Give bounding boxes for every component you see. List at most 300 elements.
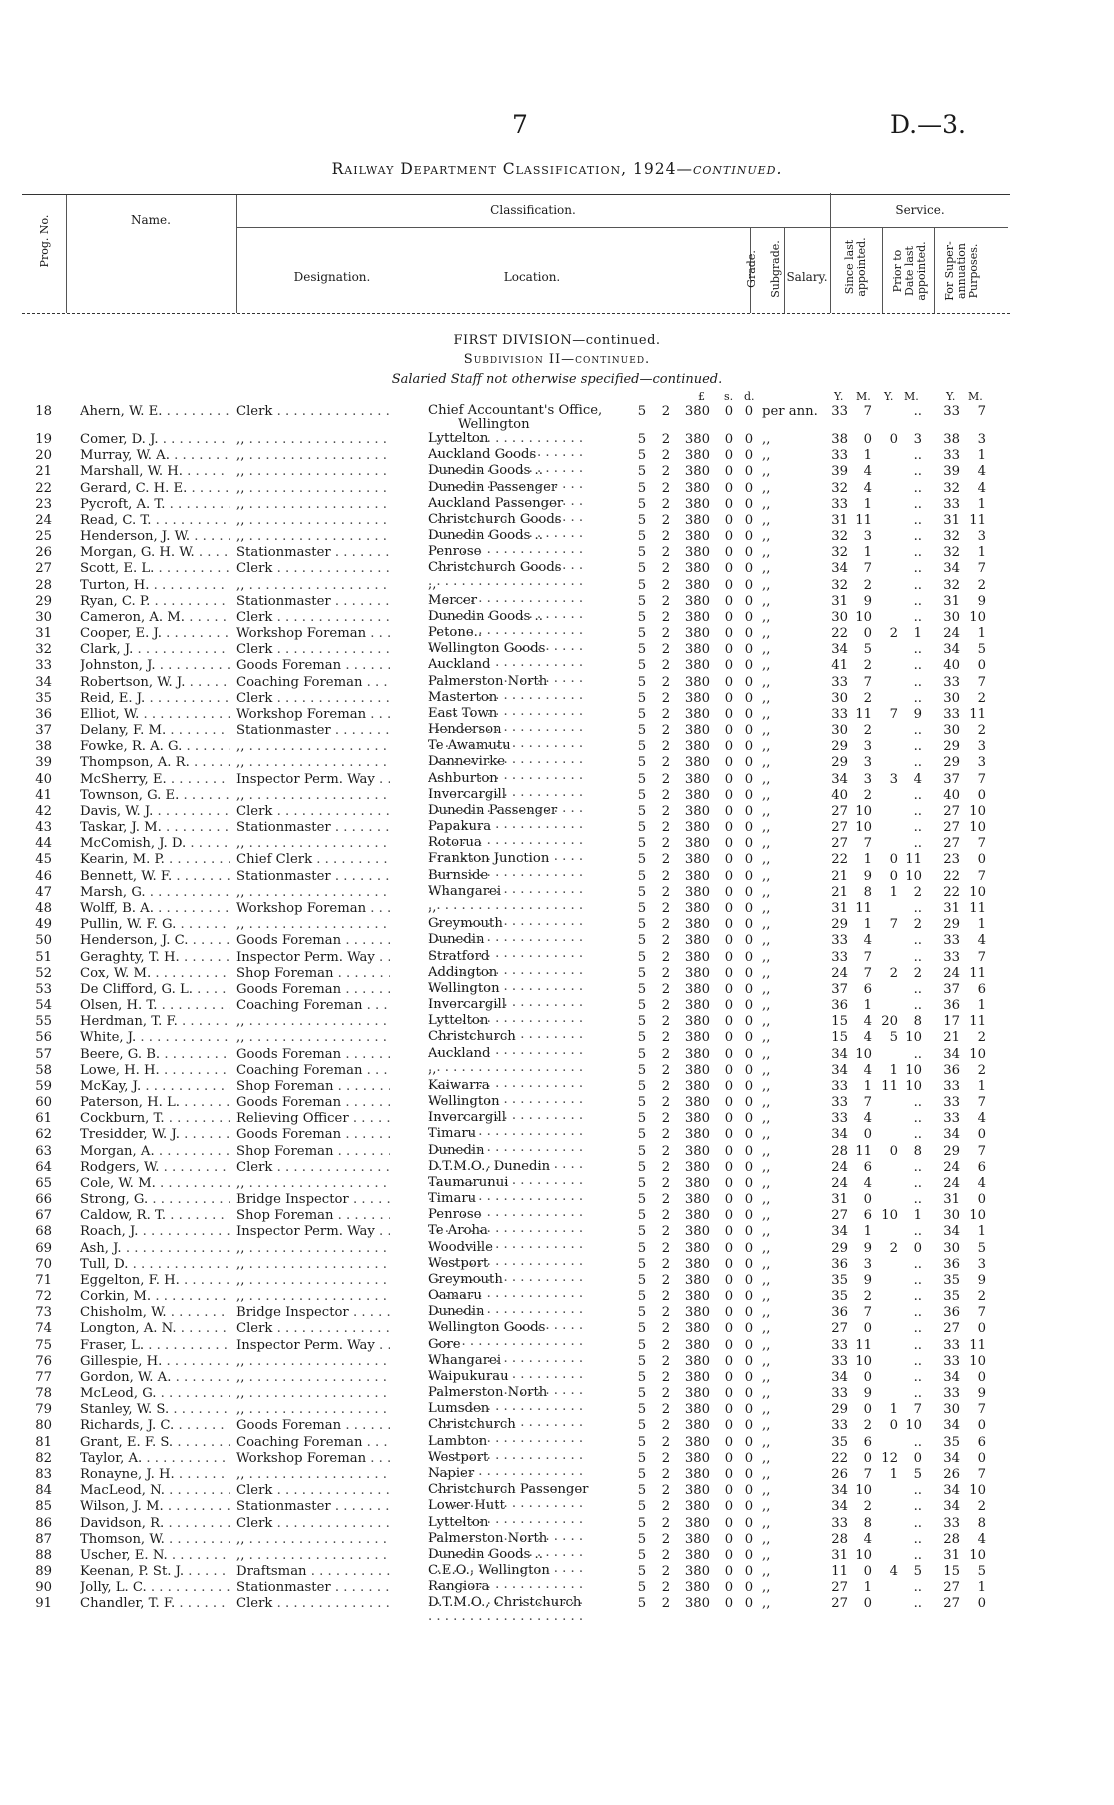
cell-sg: 2 <box>661 593 671 609</box>
cell-pa: ,, <box>762 1305 771 1321</box>
cell-sal: 380 <box>684 1192 710 1208</box>
table-row <box>0 594 1114 610</box>
cell-name: Davis, W. J. . . . <box>80 804 230 820</box>
cell-sal: 380 <box>684 1369 710 1385</box>
cell-no: 59 <box>35 1078 52 1094</box>
cell-des: Clerk . . . <box>236 561 390 577</box>
cell-loc-line: Christchurch <box>428 1418 516 1433</box>
cell-des: Goods Foreman . . . <box>236 982 390 998</box>
cell-d: 0 <box>744 1580 754 1596</box>
cell-m3: 7 <box>977 1143 986 1159</box>
cell-y3: 34 <box>943 1127 960 1143</box>
cell-y3: 34 <box>943 1418 960 1434</box>
cell-sg: 2 <box>661 1564 671 1580</box>
cell-g: 5 <box>637 1030 647 1046</box>
cell-no: 31 <box>35 626 52 642</box>
cell-y3: 34 <box>943 1046 960 1062</box>
cell-des: ,, . . . <box>236 739 390 755</box>
cell-d: 0 <box>744 965 754 981</box>
cell-d: 0 <box>744 464 754 480</box>
cell-g: 5 <box>637 512 647 528</box>
cell-m2: .. <box>913 529 922 545</box>
cell-m2: 11 <box>905 852 922 868</box>
cell-y1: 21 <box>831 868 848 884</box>
cell-name: Cooper, E. J. . . . <box>80 626 230 642</box>
cell-sal: 380 <box>684 1467 710 1482</box>
cell-m3: 2 <box>977 1499 986 1515</box>
cell-des: Inspector Perm. Way . . . <box>236 772 390 788</box>
cell-m1: 0 <box>863 1321 872 1337</box>
cell-sg: 2 <box>661 1078 671 1094</box>
cell-sg: 2 <box>661 1175 671 1191</box>
cell-m2: 10 <box>905 1062 922 1078</box>
cell-des: Stationmaster . . . <box>236 545 390 561</box>
cell-d: 0 <box>744 884 754 900</box>
cell-g: 5 <box>637 1418 647 1434</box>
cell-loc-line: Penrose <box>428 545 482 560</box>
cell-s: 0 <box>724 1256 734 1272</box>
table-row <box>0 691 1114 707</box>
table-row <box>0 966 1114 982</box>
cell-des: ,, . . . <box>236 1548 390 1564</box>
cell-sg: 2 <box>661 1062 671 1078</box>
cell-sg: 2 <box>661 1353 671 1369</box>
cell-s: 0 <box>724 917 734 933</box>
cell-no: 27 <box>35 561 52 577</box>
cell-des: ,, . . . <box>236 1176 390 1192</box>
cell-name: Elliot, W. . . . <box>80 707 230 723</box>
cell-d: 0 <box>744 404 754 419</box>
cell-no: 68 <box>35 1224 52 1240</box>
cell-sg: 2 <box>661 852 671 868</box>
table-row <box>0 885 1114 901</box>
cell-y1: 27 <box>831 820 848 836</box>
cell-sal: 380 <box>684 1450 710 1466</box>
cell-des: Clerk . . . <box>236 1483 390 1499</box>
cell-m1: 4 <box>863 1062 872 1078</box>
cell-y1: 27 <box>831 836 848 852</box>
cell-name: Beere, G. B. . . . <box>80 1047 230 1063</box>
cell-m3: 7 <box>977 561 986 577</box>
cell-m3: 10 <box>969 1208 986 1224</box>
cell-y3: 33 <box>943 1111 960 1127</box>
cell-m3: 2 <box>977 1062 986 1078</box>
cell-m1: 1 <box>863 545 872 561</box>
cell-d: 0 <box>744 1564 754 1580</box>
cell-des: ,, . . . <box>236 578 390 594</box>
cell-name: Herdman, T. F. . . . <box>80 1014 230 1030</box>
cell-m1: 8 <box>863 1515 872 1531</box>
table-row <box>0 852 1114 868</box>
cell-loc-line: Westport <box>428 1256 489 1271</box>
cell-m1: 4 <box>863 1111 872 1127</box>
cell-s: 0 <box>724 1078 734 1094</box>
cell-m3: 5 <box>977 1240 986 1256</box>
cell-m1: 0 <box>863 1402 872 1418</box>
cell-m1: 2 <box>863 1499 872 1515</box>
cell-pa: ,, <box>762 836 771 852</box>
cell-des: Goods Foreman . . . <box>236 658 390 674</box>
cell-m3: 1 <box>977 917 986 933</box>
cell-d: 0 <box>744 1256 754 1272</box>
cell-s: 0 <box>724 1111 734 1127</box>
cell-loc-line: Whangarei <box>428 884 502 899</box>
unit-months-3: M. <box>968 390 983 403</box>
cell-g: 5 <box>637 933 647 949</box>
unit-months-1: M. <box>856 390 871 403</box>
cell-no: 46 <box>35 868 52 884</box>
cell-pa: per ann. <box>762 404 818 419</box>
cell-no: 57 <box>35 1046 52 1062</box>
table-row <box>0 1338 1114 1354</box>
cell-sg: 2 <box>661 545 671 561</box>
cell-y1: 31 <box>831 900 848 916</box>
cell-d: 0 <box>744 561 754 577</box>
cell-d: 0 <box>744 803 754 819</box>
cell-m3: 0 <box>977 658 986 674</box>
cell-y2: 1 <box>889 1402 898 1418</box>
cell-g: 5 <box>637 1531 647 1547</box>
cell-y3: 34 <box>943 1450 960 1466</box>
cell-m1: 4 <box>863 480 872 496</box>
cell-m3: 3 <box>977 432 986 447</box>
cell-m1: 7 <box>863 949 872 965</box>
cell-m3: 11 <box>969 706 986 722</box>
cell-m2: .. <box>913 658 922 674</box>
cell-y3: 26 <box>943 1467 960 1482</box>
cell-sg: 2 <box>661 917 671 933</box>
cell-no: 82 <box>35 1450 52 1466</box>
cell-d: 0 <box>744 900 754 916</box>
cell-no: 67 <box>35 1208 52 1224</box>
cell-m1: 10 <box>855 1547 872 1563</box>
cell-m1: 11 <box>855 900 872 916</box>
cell-sal: 380 <box>684 1095 710 1111</box>
cell-sg: 2 <box>661 1515 671 1531</box>
cell-pa: ,, <box>762 1596 771 1612</box>
cell-m3: 3 <box>977 1256 986 1272</box>
cell-y3: 33 <box>943 448 960 464</box>
cell-loc-line: Dunedin Goods .. <box>428 529 543 544</box>
cell-y1: 34 <box>831 1046 848 1062</box>
cell-name: Richards, J. C. . . . <box>80 1418 230 1434</box>
cell-s: 0 <box>724 1014 734 1030</box>
cell-sal: 380 <box>684 836 710 852</box>
cell-m3: 7 <box>977 1305 986 1321</box>
cell-g: 5 <box>637 1256 647 1272</box>
cell-y2: 1 <box>889 1062 898 1078</box>
cell-name: Kearin, M. P. . . . <box>80 852 230 868</box>
cell-des: ,, . . . <box>236 529 390 545</box>
cell-y1: 33 <box>831 706 848 722</box>
cell-loc-line: D.T.M.O., Christchurch <box>428 1596 582 1611</box>
cell-no: 64 <box>35 1159 52 1175</box>
cell-name: MacLeod, N. . . . <box>80 1483 230 1499</box>
cell-pa: ,, <box>762 1434 771 1450</box>
cell-m3: 1 <box>977 448 986 464</box>
cell-d: 0 <box>744 1240 754 1256</box>
cell-d: 0 <box>744 1434 754 1450</box>
cell-no: 70 <box>35 1256 52 1272</box>
cell-y3: 31 <box>943 593 960 609</box>
cell-m2: .. <box>913 998 922 1014</box>
cell-g: 5 <box>637 1159 647 1175</box>
cell-y3: 33 <box>943 1078 960 1094</box>
cell-des: ,, . . . <box>236 1014 390 1030</box>
cell-pa: ,, <box>762 868 771 884</box>
cell-m2: .. <box>913 496 922 512</box>
cell-s: 0 <box>724 1580 734 1596</box>
cell-y1: 35 <box>831 1272 848 1288</box>
cell-y3: 31 <box>943 1547 960 1563</box>
cell-name: Morgan, G. H. W. . . . <box>80 545 230 561</box>
cell-y1: 33 <box>831 496 848 512</box>
cell-m3: 0 <box>977 787 986 803</box>
cell-m3: 0 <box>977 1369 986 1385</box>
cell-y1: 27 <box>831 1208 848 1224</box>
cell-s: 0 <box>724 787 734 803</box>
cell-y3: 33 <box>943 1515 960 1531</box>
title-main: Railway Department Classification, 1924— <box>331 160 693 178</box>
cell-loc-line: Dunedin <box>428 1305 485 1320</box>
cell-pa: ,, <box>762 432 771 447</box>
cell-y1: 27 <box>831 1321 848 1337</box>
table-row <box>0 1483 1114 1499</box>
cell-des: ,, . . . <box>236 1241 390 1257</box>
cell-des: ,, . . . <box>236 1402 390 1418</box>
cell-sal: 380 <box>684 933 710 949</box>
cell-pa: ,, <box>762 1175 771 1191</box>
cell-sal: 380 <box>684 949 710 965</box>
cell-loc-line: Whangarei <box>428 1353 502 1368</box>
cell-g: 5 <box>637 1289 647 1305</box>
cell-sal: 380 <box>684 1111 710 1127</box>
cell-pa: ,, <box>762 739 771 755</box>
cell-d: 0 <box>744 1305 754 1321</box>
cell-sal: 380 <box>684 1386 710 1402</box>
cell-no: 47 <box>35 884 52 900</box>
cell-sg: 2 <box>661 1547 671 1563</box>
cell-s: 0 <box>724 609 734 625</box>
cell-m2: .. <box>913 1111 922 1127</box>
cell-s: 0 <box>724 1046 734 1062</box>
cell-loc-line: Invercargill <box>428 787 506 802</box>
cell-y1: 22 <box>831 1450 848 1466</box>
cell-sal: 380 <box>684 432 710 447</box>
cell-sal: 380 <box>684 803 710 819</box>
cell-m3: 11 <box>969 900 986 916</box>
cell-no: 86 <box>35 1515 52 1531</box>
cell-y1: 32 <box>831 577 848 593</box>
cell-des: ,, . . . <box>236 1386 390 1402</box>
cell-y1: 34 <box>831 1483 848 1499</box>
cell-des: Workshop Foreman . . . <box>236 707 390 723</box>
table-row <box>0 545 1114 561</box>
table-row <box>0 1014 1114 1030</box>
cell-d: 0 <box>744 545 754 561</box>
cell-pa: ,, <box>762 674 771 690</box>
cell-sg: 2 <box>661 529 671 545</box>
cell-m1: 6 <box>863 1208 872 1224</box>
cell-pa: ,, <box>762 512 771 528</box>
cell-y1: 22 <box>831 626 848 642</box>
cell-loc-line: Christchurch Passenger <box>428 1483 589 1498</box>
cell-s: 0 <box>724 561 734 577</box>
table-row <box>0 497 1114 513</box>
cell-m2: .. <box>913 1547 922 1563</box>
cell-sg: 2 <box>661 1321 671 1337</box>
cell-d: 0 <box>744 1062 754 1078</box>
cell-g: 5 <box>637 626 647 642</box>
cell-g: 5 <box>637 852 647 868</box>
cell-d: 0 <box>744 1143 754 1159</box>
cell-g: 5 <box>637 755 647 771</box>
table-row <box>0 432 1114 448</box>
cell-y2: 0 <box>889 1418 898 1434</box>
table-row <box>0 836 1114 852</box>
header-name: Name. <box>131 213 171 227</box>
cell-sal: 380 <box>684 755 710 771</box>
cell-m1: 9 <box>863 868 872 884</box>
cell-des: ,, . . . <box>236 788 390 804</box>
cell-y1: 31 <box>831 512 848 528</box>
cell-des: Coaching Foreman . . . <box>236 1063 390 1079</box>
cell-pa: ,, <box>762 852 771 868</box>
cell-name: Wilson, J. M. . . . <box>80 1499 230 1515</box>
cell-d: 0 <box>744 642 754 658</box>
cell-loc-line: Gore <box>428 1337 461 1352</box>
cell-m1: 2 <box>863 1418 872 1434</box>
cell-loc-line: Lumsden <box>428 1402 490 1417</box>
cell-pa: ,, <box>762 1531 771 1547</box>
cell-y1: 22 <box>831 852 848 868</box>
cell-sg: 2 <box>661 448 671 464</box>
cell-m2: 10 <box>905 1030 922 1046</box>
cell-d: 0 <box>744 723 754 739</box>
table-row <box>0 1402 1114 1418</box>
cell-m1: 7 <box>863 1467 872 1482</box>
cell-loc-line: Penrose <box>428 1208 482 1223</box>
cell-m2: .. <box>913 1192 922 1208</box>
cell-s: 0 <box>724 1531 734 1547</box>
cell-y2: 11 <box>881 1078 898 1094</box>
cell-m3: 10 <box>969 803 986 819</box>
cell-loc-line: Timaru <box>428 1127 477 1142</box>
cell-sg: 2 <box>661 998 671 1014</box>
cell-y3: 31 <box>943 1192 960 1208</box>
cell-d: 0 <box>744 432 754 447</box>
table-row <box>0 1289 1114 1305</box>
cell-m1: 7 <box>863 404 872 419</box>
cell-des: Coaching Foreman . . . <box>236 1435 390 1451</box>
cell-y1: 36 <box>831 1256 848 1272</box>
cell-pa: ,, <box>762 609 771 625</box>
cell-m1: 1 <box>863 1580 872 1596</box>
cell-des: Draftsman . . . <box>236 1564 390 1580</box>
cell-y3: 33 <box>943 933 960 949</box>
cell-des: ,, . . . <box>236 432 390 448</box>
cell-d: 0 <box>744 1337 754 1353</box>
cell-pa: ,, <box>762 1240 771 1256</box>
cell-pa: ,, <box>762 917 771 933</box>
cell-m1: 6 <box>863 1434 872 1450</box>
cell-m1: 3 <box>863 771 872 787</box>
cell-sal: 380 <box>684 852 710 868</box>
table-row <box>0 1079 1114 1095</box>
cell-y1: 29 <box>831 917 848 933</box>
cell-des: Clerk . . . <box>236 610 390 626</box>
cell-s: 0 <box>724 723 734 739</box>
cell-s: 0 <box>724 1369 734 1385</box>
cell-y3: 35 <box>943 1289 960 1305</box>
cell-y2: 0 <box>889 432 898 447</box>
cell-loc-line: Dunedin <box>428 1143 485 1158</box>
cell-name: Rodgers, W. . . . <box>80 1160 230 1176</box>
cell-y2: 2 <box>889 1240 898 1256</box>
cell-des: ,, . . . <box>236 513 390 529</box>
cell-m3: 4 <box>977 1531 986 1547</box>
cell-g: 5 <box>637 1402 647 1418</box>
cell-pa: ,, <box>762 933 771 949</box>
cell-s: 0 <box>724 577 734 593</box>
cell-name: Davidson, R. . . . <box>80 1516 230 1532</box>
cell-des: Inspector Perm. Way . . . <box>236 1224 390 1240</box>
header-since-last: Since last appointed. <box>843 237 868 297</box>
cell-s: 0 <box>724 512 734 528</box>
cell-y3: 33 <box>943 1095 960 1111</box>
cell-y3: 29 <box>943 1143 960 1159</box>
cell-no: 21 <box>35 464 52 480</box>
cell-des: Relieving Officer . . . <box>236 1111 390 1127</box>
cell-m2: .. <box>913 674 922 690</box>
cell-g: 5 <box>637 1272 647 1288</box>
cell-m2: 0 <box>913 1240 922 1256</box>
cell-m1: 3 <box>863 1256 872 1272</box>
cell-d: 0 <box>744 1030 754 1046</box>
document-title <box>0 160 1114 178</box>
cell-pa: ,, <box>762 1418 771 1434</box>
cell-m1: 5 <box>863 642 872 658</box>
cell-m2: .. <box>913 1046 922 1062</box>
cell-y1: 29 <box>831 755 848 771</box>
cell-y3: 30 <box>943 690 960 706</box>
cell-y2: 4 <box>889 1564 898 1580</box>
cell-g: 5 <box>637 1127 647 1143</box>
cell-des: Coaching Foreman . . . <box>236 675 390 691</box>
cell-m3: 1 <box>977 1224 986 1240</box>
cell-sal: 380 <box>684 609 710 625</box>
cell-sg: 2 <box>661 771 671 787</box>
table-row <box>0 1208 1114 1224</box>
table-row <box>0 626 1114 642</box>
cell-y1: 36 <box>831 998 848 1014</box>
cell-y1: 11 <box>831 1564 848 1580</box>
cell-s: 0 <box>724 432 734 447</box>
cell-sal: 380 <box>684 1014 710 1030</box>
cell-loc-line: Dunedin Goods .. <box>428 1547 543 1562</box>
cell-name: Paterson, H. L. . . . <box>80 1095 230 1111</box>
cell-no: 30 <box>35 609 52 625</box>
cell-d: 0 <box>744 1467 754 1482</box>
cell-s: 0 <box>724 496 734 512</box>
cell-m1: 9 <box>863 1272 872 1288</box>
cell-m3: 7 <box>977 1095 986 1111</box>
cell-sal: 380 <box>684 723 710 739</box>
cell-y3: 27 <box>943 820 960 836</box>
cell-g: 5 <box>637 1224 647 1240</box>
cell-sg: 2 <box>661 1450 671 1466</box>
cell-pa: ,, <box>762 755 771 771</box>
